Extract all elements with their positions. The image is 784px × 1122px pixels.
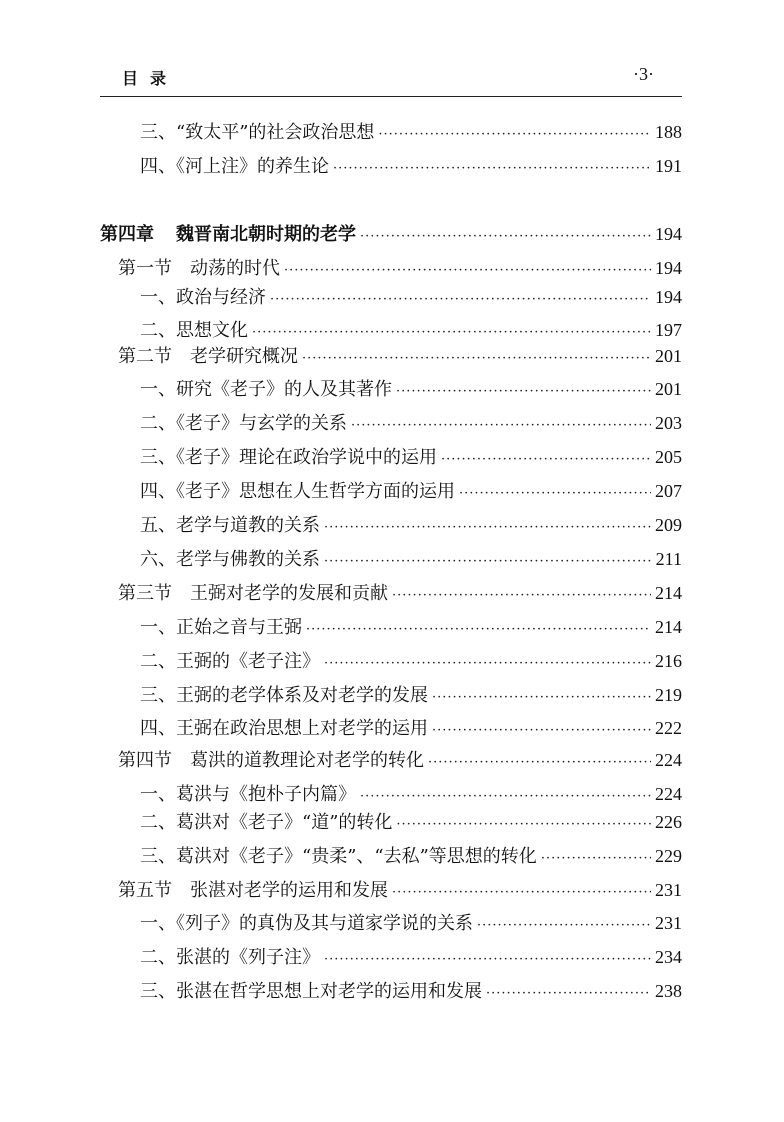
toc-page-number: 224	[655, 784, 682, 804]
leader-dots	[252, 325, 651, 340]
leader-dots	[306, 622, 651, 637]
toc-entry-text: 二、张湛的《列子注》	[140, 947, 320, 968]
toc-entry-number: 第三节	[118, 583, 172, 604]
leader-dots	[432, 690, 651, 705]
toc-entry-title	[140, 714, 428, 740]
toc-item	[140, 647, 682, 673]
leader-dots	[477, 918, 651, 933]
toc-entry-title	[118, 876, 388, 902]
toc-entry-text: 一、研究《老子》的人及其著作	[140, 379, 392, 400]
toc-section	[118, 579, 682, 605]
leader-dots	[324, 554, 652, 569]
toc-entry-number: 第四章	[100, 224, 154, 245]
toc-item	[140, 714, 682, 740]
toc-entry-text: 老学研究概况	[190, 346, 298, 367]
toc-item	[140, 681, 682, 707]
toc-entry-text: 四、《老子》思想在人生哲学方面的运用	[140, 481, 455, 502]
toc-entry-text: 三、王弼的老学体系及对老学的发展	[140, 685, 428, 706]
toc-entry-text: 三、张湛在哲学思想上对老学的运用和发展	[140, 981, 482, 1002]
toc-entry-text: 二、葛洪对《老子》“道”的转化	[140, 812, 393, 833]
toc-item	[140, 409, 682, 435]
leader-dots	[360, 789, 651, 804]
leader-dots	[396, 384, 651, 399]
toc-entry-number: 第五节	[118, 880, 172, 901]
toc-entry-text: 三、“致太平”的社会政治思想	[140, 122, 375, 143]
toc-item	[140, 545, 682, 571]
toc-entry-title	[140, 443, 437, 469]
toc-entry-title	[140, 647, 320, 673]
toc-item	[140, 943, 682, 969]
toc-entry-title	[140, 977, 482, 1003]
toc-page-number: 234	[655, 947, 682, 967]
toc-page-number: 214	[655, 617, 682, 637]
toc-entry-text: 一、葛洪与《抱朴子内篇》	[140, 784, 356, 805]
toc-page-number: 214	[655, 583, 682, 603]
toc-page-number: 194	[655, 258, 682, 278]
toc-entry-title	[118, 746, 424, 772]
toc-entry-text: 张湛对老学的运用和发展	[190, 880, 388, 901]
toc-page-number: 219	[655, 685, 682, 705]
toc-entry-text: 一、《列子》的真伪及其与道家学说的关系	[140, 913, 473, 934]
toc-entry-title	[140, 283, 266, 309]
toc-item	[140, 808, 682, 834]
toc-entry-text: 魏晋南北朝时期的老学	[176, 224, 356, 245]
leader-dots	[459, 486, 651, 501]
toc-entry-text: 二、王弼的《老子注》	[140, 651, 320, 672]
header-page-number: ·3·	[633, 64, 654, 84]
toc-page-number: 222	[655, 718, 682, 738]
toc-item	[140, 443, 682, 469]
toc-entry-title	[140, 409, 347, 435]
header-title: 目录	[122, 69, 179, 88]
leader-dots	[324, 952, 651, 967]
toc-section	[118, 342, 682, 368]
toc-entry-text: 一、政治与经济	[140, 287, 266, 308]
toc-page-number: 201	[655, 346, 682, 366]
toc-entry-number: 第四节	[118, 750, 172, 771]
toc-page-number: 231	[655, 880, 682, 900]
toc-section	[118, 254, 682, 280]
leader-dots	[270, 292, 651, 307]
toc-entry-title	[140, 780, 356, 806]
toc-entry-title	[140, 613, 302, 639]
toc-entry-title	[118, 254, 280, 280]
toc-page-number: 205	[655, 447, 682, 467]
toc-page-number: 209	[655, 515, 682, 535]
toc-entry-text: 动荡的时代	[190, 258, 280, 279]
toc-page-number: 194	[655, 287, 682, 307]
leader-dots	[396, 817, 651, 832]
toc-page-number: 194	[655, 224, 682, 244]
toc-entry-title	[118, 342, 298, 368]
toc-item	[140, 477, 682, 503]
toc-entry-title	[140, 681, 428, 707]
toc-section	[118, 876, 682, 902]
toc-entry-title	[140, 943, 320, 969]
toc-item	[140, 613, 682, 639]
leader-dots	[351, 418, 651, 433]
toc-entry-title	[140, 842, 537, 868]
leader-dots	[541, 851, 651, 866]
leader-dots	[392, 885, 651, 900]
leader-dots	[432, 723, 651, 738]
toc-entry-title	[140, 316, 248, 342]
toc-page-number: 224	[655, 750, 682, 770]
leader-dots	[333, 161, 651, 176]
toc-entry-title	[140, 909, 473, 935]
toc-item	[140, 780, 682, 806]
toc-page-number: 211	[655, 549, 682, 569]
leader-dots	[324, 656, 651, 671]
leader-dots	[378, 127, 651, 142]
toc-entry-text: 三、葛洪对《老子》“贵柔”、“去私”等思想的转化	[140, 846, 537, 867]
toc-item	[140, 842, 682, 868]
toc-item	[140, 511, 682, 537]
toc-entry-text: 二、思想文化	[140, 320, 248, 341]
leader-dots	[360, 229, 651, 244]
toc-entry-text: 一、正始之音与王弼	[140, 617, 302, 638]
toc-entry-text: 五、老学与道教的关系	[140, 515, 320, 536]
toc-page-number: 238	[655, 981, 682, 1001]
toc-page-number: 191	[655, 156, 682, 176]
toc-entry-text: 葛洪的道教理论对老学的转化	[190, 750, 424, 771]
toc-entry-title	[140, 545, 320, 571]
toc-section	[118, 746, 682, 772]
toc-entry-text: 三、《老子》理论在政治学说中的运用	[140, 447, 437, 468]
leader-dots	[302, 351, 651, 366]
leader-dots	[441, 452, 651, 467]
toc-entry-title	[140, 152, 329, 178]
leader-dots	[428, 755, 651, 770]
toc-item	[140, 283, 682, 309]
toc-entry-title	[140, 511, 320, 537]
toc-entry-title	[118, 579, 388, 605]
toc-item	[140, 152, 682, 178]
toc-entry-title	[140, 808, 392, 834]
toc-page-number: 203	[655, 413, 682, 433]
toc-item	[140, 316, 682, 342]
leader-dots	[392, 588, 651, 603]
toc-page-number: 231	[655, 913, 682, 933]
toc-page-number: 201	[655, 379, 682, 399]
toc-entry-text: 四、《河上注》的养生论	[140, 156, 329, 177]
toc-entry-text: 二、《老子》与玄学的关系	[140, 413, 347, 434]
toc-page-number: 226	[655, 812, 682, 832]
toc-chapter	[100, 220, 682, 246]
toc-entry-title	[140, 477, 455, 503]
toc-entry-text: 六、老学与佛教的关系	[140, 549, 320, 570]
toc-entry-number: 第二节	[118, 346, 172, 367]
toc-entry-text: 四、王弼在政治思想上对老学的运用	[140, 718, 428, 739]
toc-entry-number: 第一节	[118, 258, 172, 279]
toc-entry-title	[100, 220, 356, 246]
toc-page-number: 216	[655, 651, 682, 671]
leader-dots	[486, 986, 651, 1001]
leader-dots	[284, 263, 651, 278]
toc-page-number: 207	[655, 481, 682, 501]
toc-entry-text: 王弼对老学的发展和贡献	[190, 583, 388, 604]
leader-dots	[324, 520, 651, 535]
toc-item	[140, 118, 682, 144]
toc-item	[140, 977, 682, 1003]
toc-entry-title	[140, 375, 392, 401]
page-header	[100, 58, 682, 97]
toc-entry-title	[140, 118, 374, 144]
toc-item	[140, 375, 682, 401]
toc-page-number: 188	[655, 122, 682, 142]
toc-page-number: 229	[655, 846, 682, 866]
toc-page-number: 197	[655, 320, 682, 340]
toc-item	[140, 909, 682, 935]
